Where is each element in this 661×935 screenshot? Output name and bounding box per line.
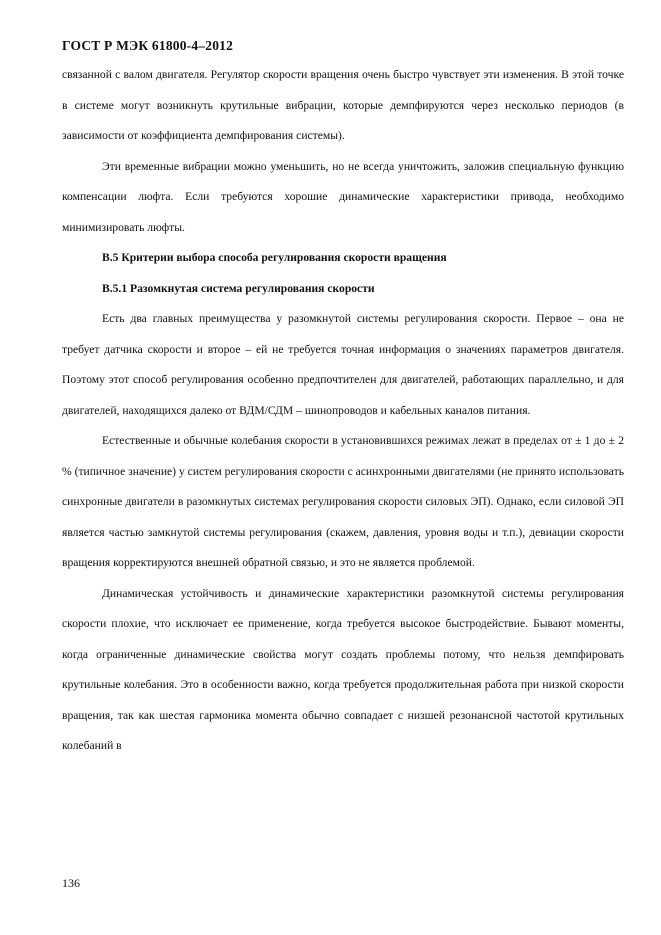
page-number: 136: [62, 876, 80, 890]
section-heading-b5: В.5 Критерии выбора способа регулирования скорости вращения: [102, 251, 447, 264]
paragraph-dynamic-stability: Динамическая устойчивость и динамические характеристики разомкнутой системы регулирования скорости плохие, что исключает ее применение, когда требуется высокое быстродействие. Бывают моменты, когда ограниченные динамические свойства могут создать проблемы потому, что нельзя демпфировать крутильные колебания. Это в особенности важно, когда требуется продолжительная работа при низкой скорости вращения, так как шестая гармоника момента обычно совпадает с низшей резонансной частотой крутильных колебаний в: [62, 586, 624, 752]
paragraph-backlash-compensation: Эти временные вибрации можно уменьшить, но не всегда уничтожить, заложив специальную функцию компенсации люфта. Если требуются хорошие динамические характеристики привода, необходимо минимизировать люфты.: [62, 159, 624, 234]
paragraph-torsional-vibrations: связанной с валом двигателя. Регулятор скорости вращения очень быстро чувствует эти изменения. В этой точке в системе могут возникнуть крутильные вибрации, которые демпфируются через несколько периодов (в зависимости от коэффициента демпфирования системы).: [62, 68, 624, 142]
paragraph-open-loop-advantages: Есть два главных преимущества у разомкнутой системы регулирования скорости. Первое – она не требует датчика скорости и второе – ей не требуется точная информация о значениях параметров двигателя. Поэтому этот способ регулирования особенно предпочтителен для двигателей, работающих параллельно, и для двигателей, находящихся далеко от ВДМ/СДМ – шинопроводов и кабельных каналов питания.: [62, 312, 624, 417]
section-heading-b51: В.5.1 Разомкнутая система регулирования скорости: [102, 281, 375, 295]
document-page: [62, 38, 624, 762]
document-header: ГОСТ Р МЭК 61800-4–2012: [62, 38, 234, 53]
paragraph-speed-fluctuations: Естественные и обычные колебания скорости в установившихся режимах лежат в пределах от ± 1 до ± 2 % (типичное значение) у систем регулирования скорости с асинхронными двигателями (не принято использовать синхронные двигатели в разомкнутых системах регулирования скорости силовых ЭП). Однако, если силовой ЭП является частью замкнутой системы регулирования (скажем, давления, уровня воды и т.п.), девиации скорости вращения корректируются внешней обратной связью, и это не является проблемой.: [62, 434, 624, 569]
